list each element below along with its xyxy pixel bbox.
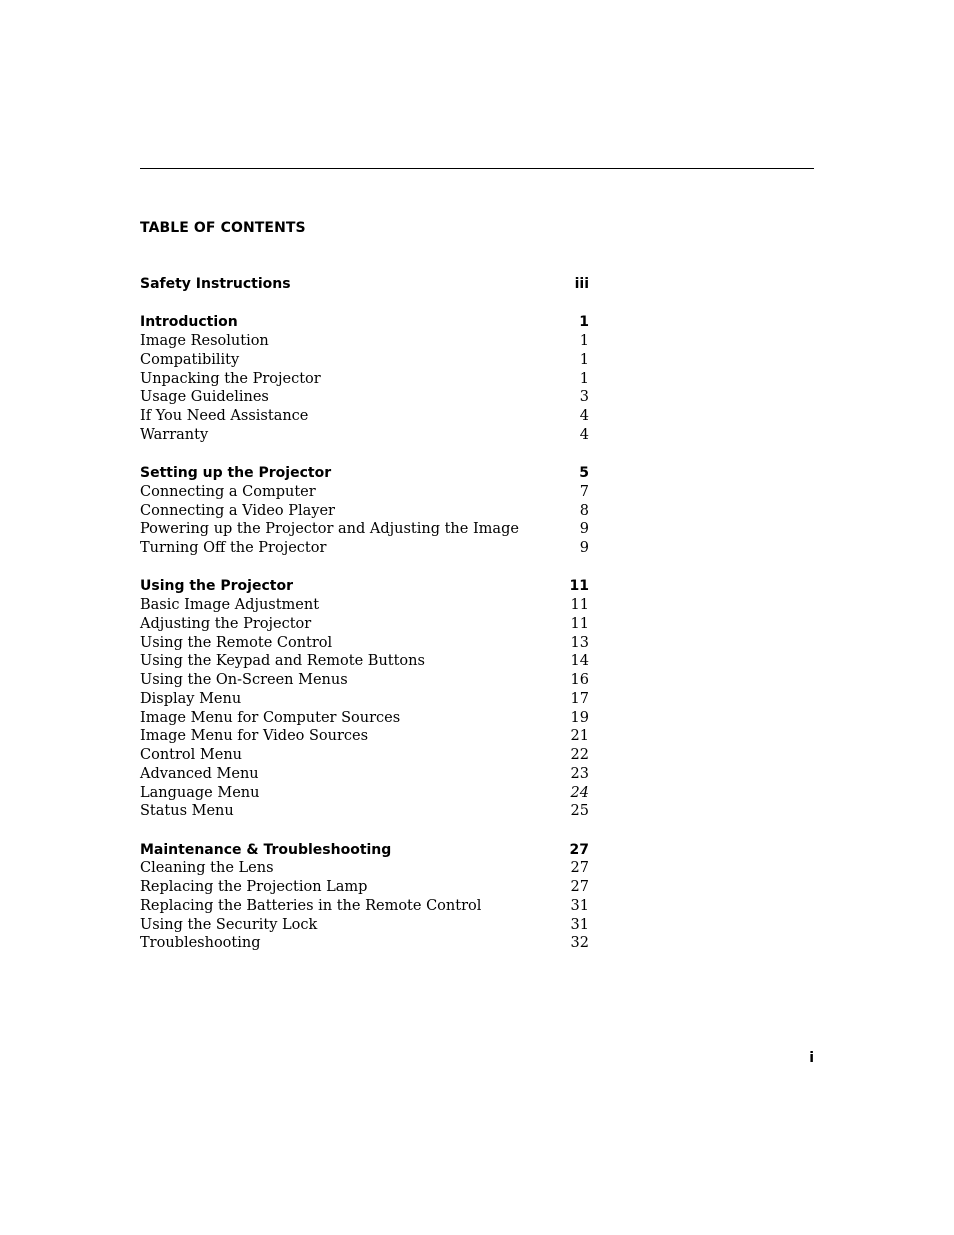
toc-entry-page: 16 xyxy=(570,672,589,688)
toc-entry-page: 17 xyxy=(570,690,589,707)
toc-entry-page: 7 xyxy=(579,483,589,500)
toc-entry[interactable] xyxy=(140,859,590,878)
toc-entry-label: Cleaning the Lens xyxy=(140,860,274,877)
toc-entry-page: 4 xyxy=(579,408,589,424)
toc-entry[interactable] xyxy=(140,690,590,709)
toc-section-heading[interactable] xyxy=(140,464,590,483)
toc-entry[interactable] xyxy=(140,520,590,539)
toc-entry[interactable] xyxy=(140,802,590,821)
toc-entry-label: Image Resolution xyxy=(140,333,269,349)
toc-heading-label: Setting up the Projector xyxy=(140,465,332,481)
toc-entry-page: 27 xyxy=(570,879,589,895)
toc-entry-page: 24 xyxy=(570,784,589,801)
toc-entry-page: 1 xyxy=(579,370,589,387)
toc-entry-page: 13 xyxy=(570,634,589,651)
toc-entry[interactable] xyxy=(140,727,590,746)
toc-entry-page: 8 xyxy=(579,502,589,519)
toc-heading-page: 1 xyxy=(579,314,589,331)
toc-section xyxy=(140,841,590,954)
toc-entry[interactable] xyxy=(140,351,590,370)
toc-entry-page: 4 xyxy=(579,426,589,443)
toc-entry-label: Connecting a Video Player xyxy=(140,502,335,519)
toc-entry-label: Unpacking the Projector xyxy=(140,370,321,387)
toc-entry-label: Language Menu xyxy=(140,784,260,801)
toc-entry-page: 11 xyxy=(570,615,589,632)
toc-section-heading[interactable] xyxy=(140,313,590,332)
toc-entry-label: Turning Off the Projector xyxy=(140,540,327,556)
toc-entry[interactable] xyxy=(140,765,590,784)
toc-entry-label: Status Menu xyxy=(140,803,234,820)
toc-entry-page: 14 xyxy=(570,653,589,670)
toc-entry-label: Replacing the Projection Lamp xyxy=(140,879,368,895)
toc-section-heading[interactable] xyxy=(140,841,590,860)
toc-entry-label: If You Need Assistance xyxy=(140,408,309,424)
toc-entry[interactable] xyxy=(140,897,590,916)
toc-entry[interactable] xyxy=(140,426,590,445)
toc-section xyxy=(140,464,590,558)
toc-entry-label: Basic Image Adjustment xyxy=(140,597,320,613)
toc-entry-page: 21 xyxy=(570,728,589,745)
toc-entry-label: Using the Keypad and Remote Buttons xyxy=(140,653,425,670)
toc-entry-page: 11 xyxy=(570,597,589,613)
toc-heading-label: Introduction xyxy=(140,314,238,331)
toc-entry-label: Troubleshooting xyxy=(140,935,261,952)
toc-entry[interactable] xyxy=(140,671,590,690)
toc-entry-page: 31 xyxy=(570,916,589,933)
toc-heading-page: 11 xyxy=(569,578,589,595)
page-title: TABLE OF CONTENTS xyxy=(140,220,306,236)
toc-entry[interactable] xyxy=(140,615,590,634)
toc-entry-page: 9 xyxy=(579,521,589,538)
toc-entry-page: 1 xyxy=(579,351,589,368)
toc-entry-page: 3 xyxy=(579,389,589,406)
toc-entry-page: 9 xyxy=(579,540,589,556)
toc-entry-label: Compatibility xyxy=(140,351,240,368)
toc-section xyxy=(140,313,590,444)
toc-entry[interactable] xyxy=(140,332,590,351)
toc-section-heading[interactable] xyxy=(140,577,590,596)
toc-entry-label: Image Menu for Computer Sources xyxy=(140,709,401,726)
toc-entry-label: Control Menu xyxy=(140,747,243,763)
toc-entry-page: 27 xyxy=(570,860,589,877)
toc-entry[interactable] xyxy=(140,596,590,615)
toc-entry-page: 31 xyxy=(570,897,589,914)
toc-entry-label: Advanced Menu xyxy=(140,765,259,782)
toc-entry[interactable] xyxy=(140,934,590,953)
toc-entry-label: Display Menu xyxy=(140,690,242,707)
toc-entry[interactable] xyxy=(140,370,590,389)
toc-entry-page: 25 xyxy=(570,803,589,820)
toc-entry-page: 23 xyxy=(570,765,589,782)
toc-entry[interactable] xyxy=(140,878,590,897)
toc-section xyxy=(140,275,590,294)
toc-entry[interactable] xyxy=(140,388,590,407)
toc-entry[interactable] xyxy=(140,407,590,426)
toc-entry-label: Using the On-Screen Menus xyxy=(140,672,348,688)
toc-entry-label: Powering up the Projector and Adjusting the Image xyxy=(140,521,519,538)
toc-heading-page: 5 xyxy=(579,465,589,481)
toc-entry-page: 32 xyxy=(570,935,589,952)
toc-entry[interactable] xyxy=(140,502,590,521)
toc-entry[interactable] xyxy=(140,634,590,653)
table-of-contents xyxy=(140,275,590,973)
toc-entry[interactable] xyxy=(140,746,590,765)
toc-entry[interactable] xyxy=(140,539,590,558)
toc-entry-label: Replacing the Batteries in the Remote Control xyxy=(140,897,482,914)
toc-entry-page: 19 xyxy=(570,709,589,726)
toc-heading-label: Using the Projector xyxy=(140,578,293,595)
toc-heading-label: Safety Instructions xyxy=(140,276,291,292)
toc-heading-page: 27 xyxy=(569,841,589,858)
toc-entry[interactable] xyxy=(140,652,590,671)
toc-entry-label: Image Menu for Video Sources xyxy=(140,728,369,745)
toc-entry-page: 22 xyxy=(570,747,589,763)
toc-entry[interactable] xyxy=(140,916,590,935)
header-rule xyxy=(140,168,814,169)
page-number: i xyxy=(809,1050,814,1066)
toc-entry-label: Using the Remote Control xyxy=(140,634,333,651)
toc-section-heading[interactable] xyxy=(140,275,590,294)
toc-entry-label: Warranty xyxy=(140,426,209,443)
toc-entry[interactable] xyxy=(140,709,590,728)
toc-heading-page: iii xyxy=(574,276,589,292)
toc-entry-label: Adjusting the Projector xyxy=(140,615,312,632)
toc-entry[interactable] xyxy=(140,483,590,502)
toc-entry-label: Using the Security Lock xyxy=(140,916,318,933)
toc-entry-page: 1 xyxy=(579,333,589,349)
toc-section xyxy=(140,577,590,821)
toc-entry-label: Connecting a Computer xyxy=(140,483,316,500)
toc-entry[interactable] xyxy=(140,784,590,803)
toc-heading-label: Maintenance & Troubleshooting xyxy=(140,841,392,858)
toc-entry-label: Usage Guidelines xyxy=(140,389,269,406)
